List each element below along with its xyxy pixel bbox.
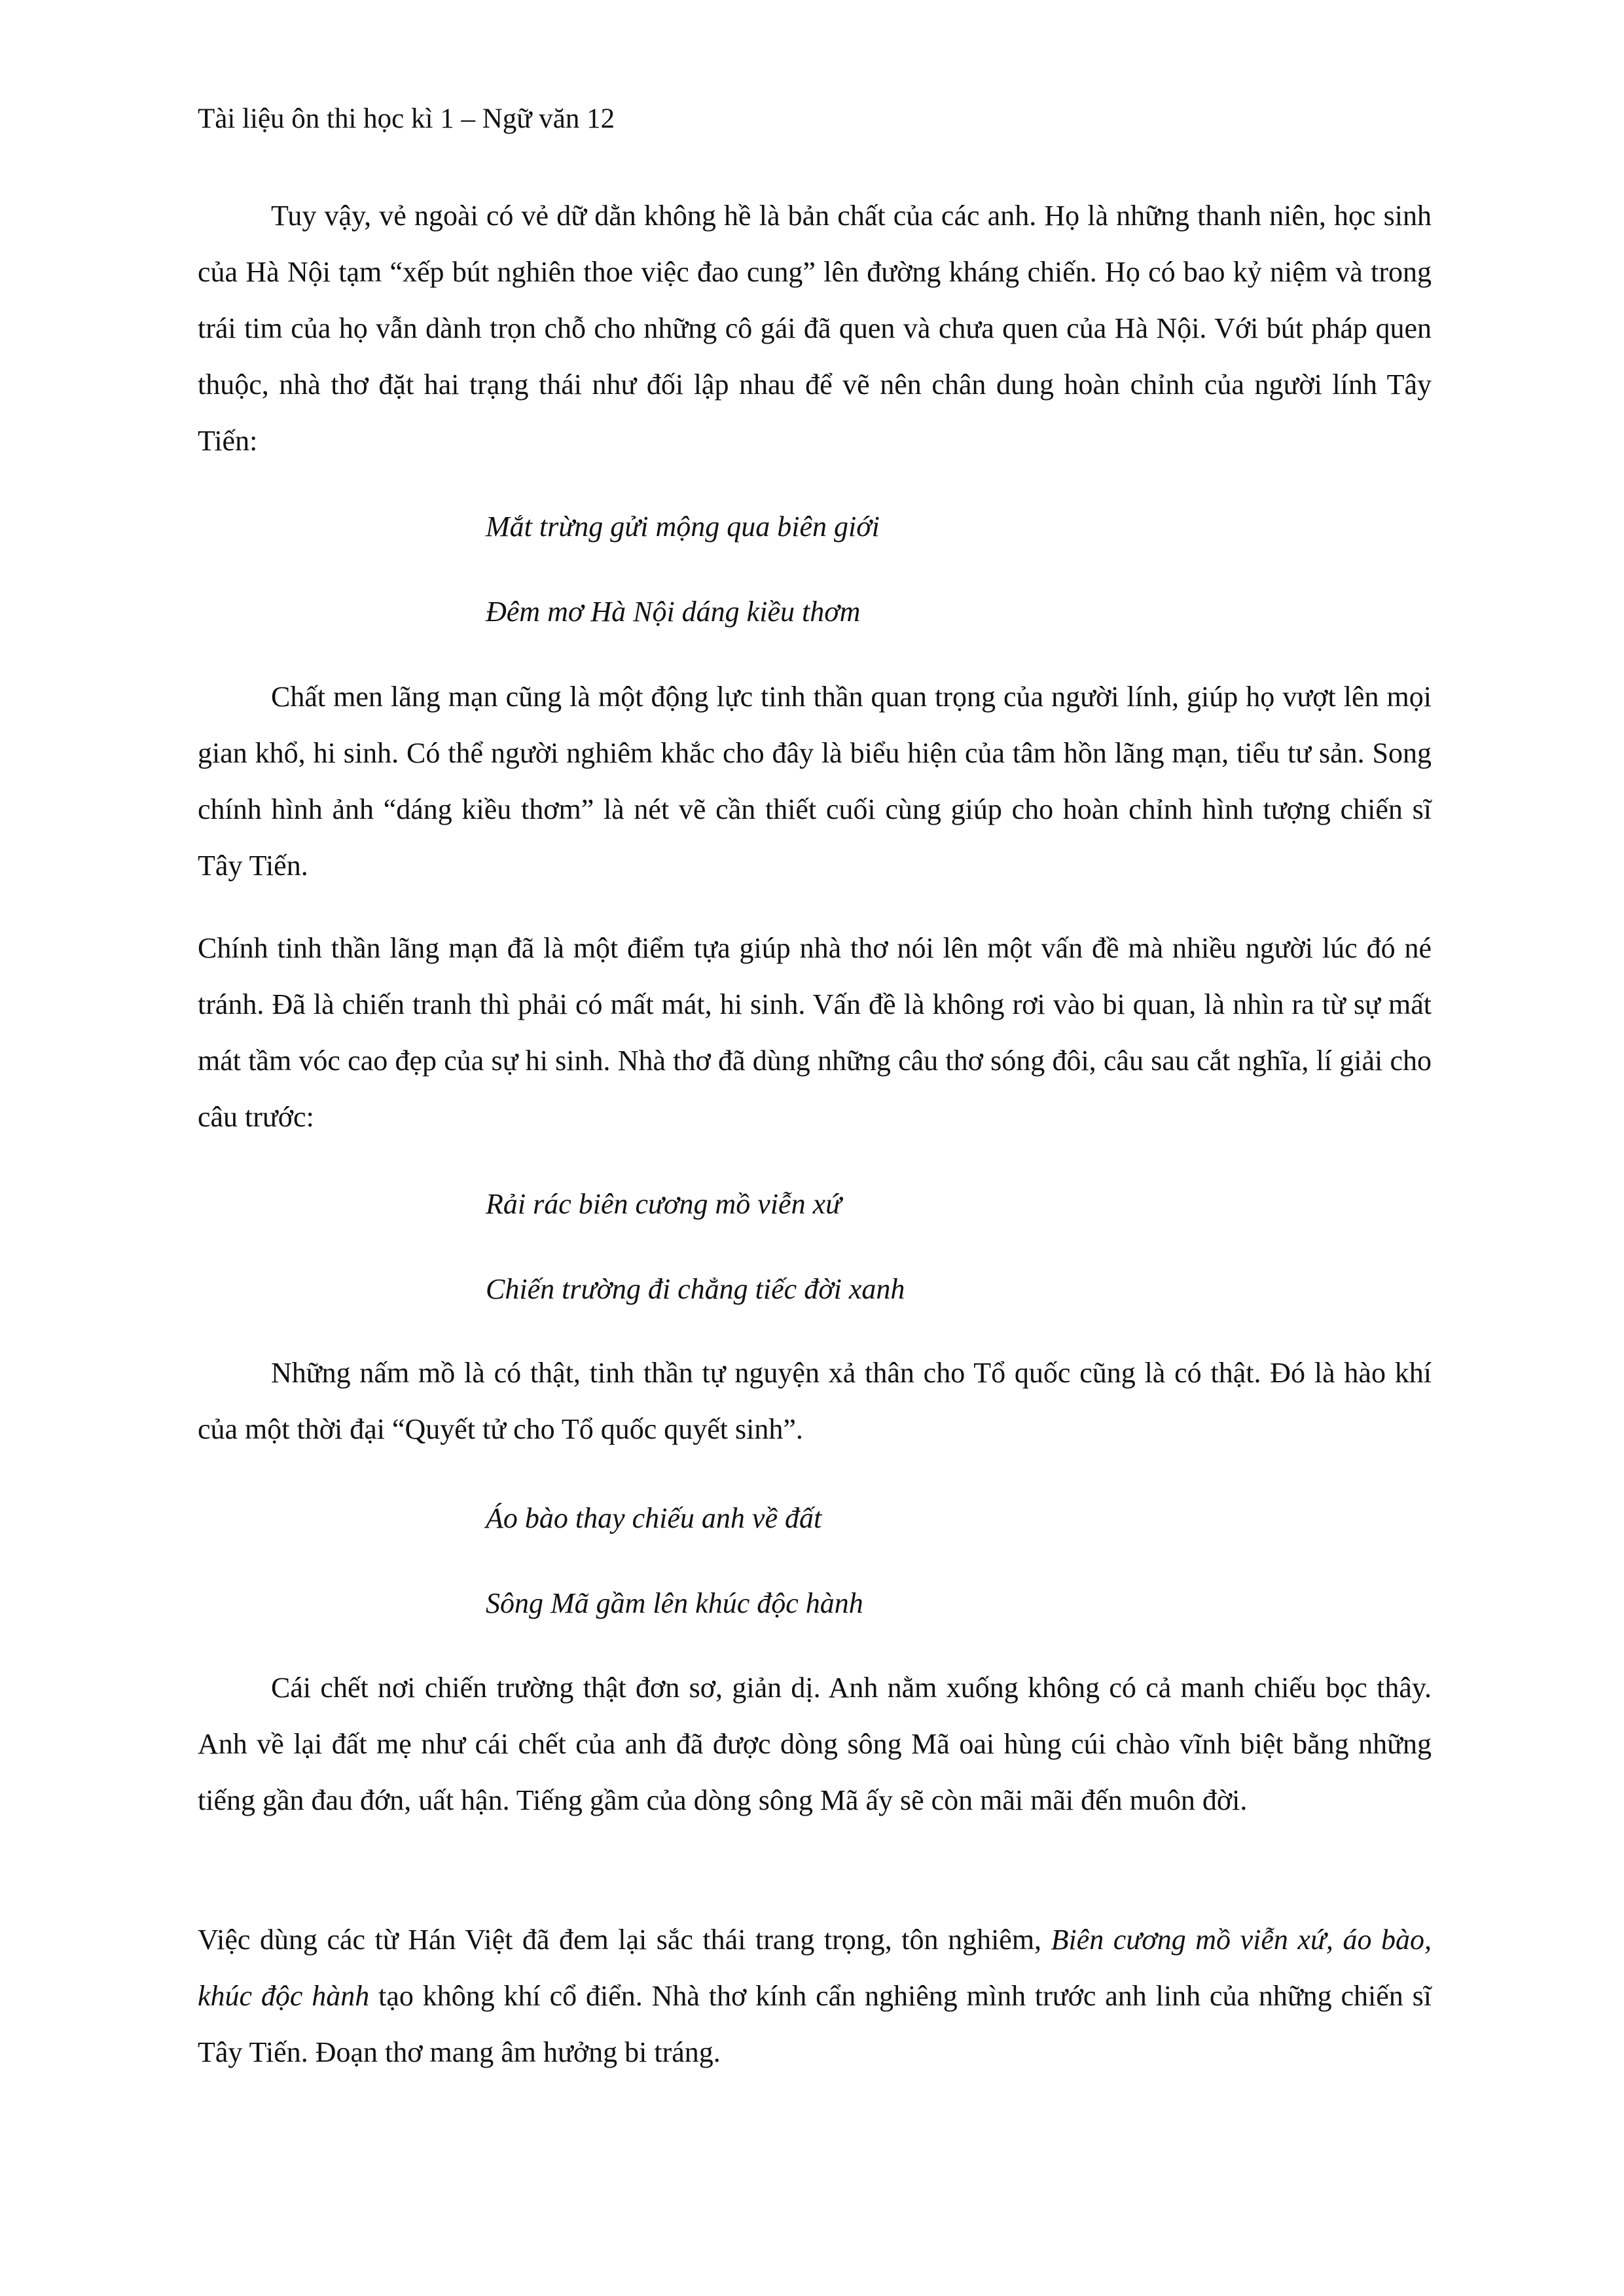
paragraph-2: Chất men lãng mạn cũng là một động lực tinh thần quan trọng của người lính, giúp họ vượt lên mọi gian khổ, hi sinh. Có thể người nghiêm khắc cho đây là biểu hiện của tâm hồn lãng mạn, tiểu tư sản. Song chính hình ảnh “dáng kiều thơm” là nét vẽ cần thiết cuối cùng giúp cho hoàn chỉnh hình tượng chiến sĩ Tây Tiến. xyxy=(198,681,1432,882)
paragraph-1: Tuy vậy, vẻ ngoài có vẻ dữ dằn không hề là bản chất của các anh. Họ là những thanh niên, học sinh của Hà Nội tạm “xếp bút nghiên thoe việc đao cung” lên đường kháng chiến. Họ có bao kỷ niệm và trong trái tim của họ vẫn dành trọn chỗ cho những cô gái đã quen và chưa quen của Hà Nội. Với bút pháp quen thuộc, nhà thơ đặt hai trạng thái như đối lập nhau để vẽ nên chân dung hoàn chỉnh của người lính Tây Tiến: xyxy=(198,200,1432,457)
paragraph-6 xyxy=(198,1912,1432,2081)
paragraph-4: Những nấm mồ là có thật, tinh thần tự nguyện xả thân cho Tổ quốc cũng là có thật. Đó là hào khí của một thời đại “Quyết tử cho Tổ quốc quyết sinh”. xyxy=(198,1357,1432,1445)
verse-line-5: Áo bào thay chiếu anh về đất xyxy=(486,1502,822,1534)
paragraph-5: Cái chết nơi chiến trường thật đơn sơ, giản dị. Anh nằm xuống không có cả manh chiếu bọc thây. Anh về lại đất mẹ như cái chết của anh đã được dòng sông Mã oai hùng cúi chào vĩnh biệt bằng những tiếng gần đau đớn, uất hận. Tiếng gầm của dòng sông Mã ấy sẽ còn mãi mãi đến muôn đời. xyxy=(198,1672,1432,1816)
verse-line-6: Sông Mã gầm lên khúc độc hành xyxy=(486,1587,863,1619)
verse-line-3: Rải rác biên cương mồ viễn xứ xyxy=(486,1188,842,1220)
paragraph-6-italic-terms: Biên cương mồ viễn xứ, áo bào, khúc độc hành xyxy=(198,1924,1432,2012)
verse-line-2: Đêm mơ Hà Nội dáng kiều thơm xyxy=(486,596,861,628)
verse-line-1: Mắt trừng gửi mộng qua biên giới xyxy=(486,511,880,543)
verse-line-4: Chiến trường đi chẳng tiếc đời xanh xyxy=(486,1273,905,1305)
paragraph-3: Chính tinh thần lãng mạn đã là một điểm tựa giúp nhà thơ nói lên một vấn đề mà nhiều người lúc đó né tránh. Đã là chiến tranh thì phải có mất mát, hi sinh. Vấn đề là không rơi vào bi quan, là nhìn ra từ sự mất mát tầm vóc cao đẹp của sự hi sinh. Nhà thơ đã dùng những câu thơ sóng đôi, câu sau cắt nghĩa, lí giải cho câu trước: xyxy=(198,932,1432,1133)
page-header: Tài liệu ôn thi học kì 1 – Ngữ văn 12 xyxy=(198,103,615,134)
paragraph-6-text-end: tạo không khí cổ điển. Nhà thơ kính cẩn nghiêng mình trước anh linh của những chiến sĩ Tây Tiến. Đoạn thơ mang âm hưởng bi tráng. xyxy=(198,1980,1432,2068)
paragraph-6-text-start: Việc dùng các từ Hán Việt đã đem lại sắc thái trang trọng, tôn nghiêm, xyxy=(198,1924,1051,1956)
